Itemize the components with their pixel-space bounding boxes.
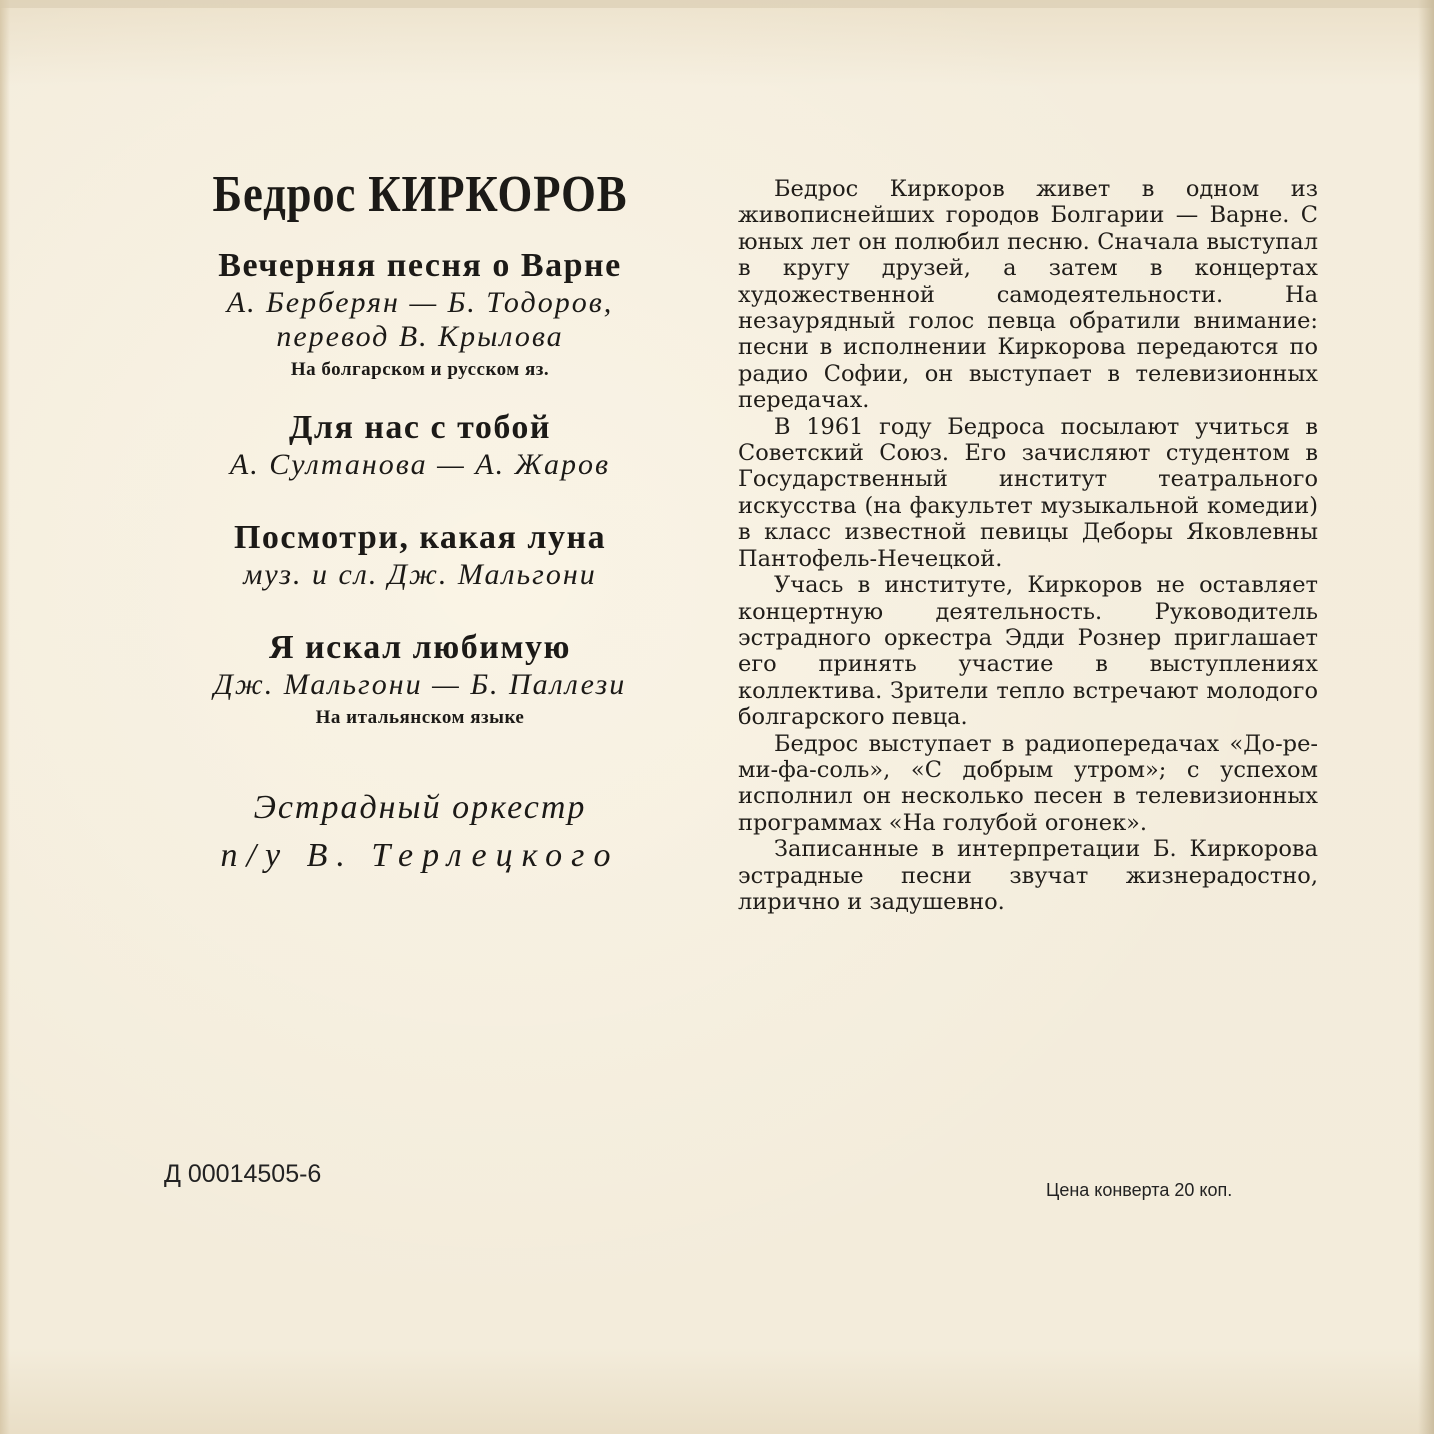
paper-edge-left <box>0 0 10 1434</box>
song-authors-line: А. Султанова — А. Жаров <box>229 448 611 481</box>
paper-edge-right <box>1418 0 1434 1434</box>
tracklist-column <box>150 160 690 880</box>
song-language-note: На итальянском языке <box>315 707 525 728</box>
song-authors-line: А. Берберян — Б. Тодоров, <box>226 286 614 319</box>
song-title: Для нас с тобой <box>288 409 552 446</box>
song-4 <box>150 628 690 734</box>
song-3 <box>150 518 690 592</box>
bio-paragraph: Бедрос Киркоров живет в одном из живописнейших городов Болгарии — Варне. С юных лет он полюбил песню. Сначала выступал в кругу друзей, а затем в концертах художественной самодеятельности. На незаурядный голос певца обратили внимание: песни в исполнении Киркорова передаются по радио Софии, он выступает в телевизионных передачах. <box>738 176 1318 414</box>
bio-paragraph: Бедрос выступает в радиопередачах «До-ре-ми-фа-соль», «С добрым утром»; с успехом исполнил он несколько песен в телевизионных программах «На голубой огонек». <box>738 730 1318 836</box>
artist-name: Бедрос КИРКОРОВ <box>212 166 628 223</box>
song-authors-line: муз. и сл. Дж. Мальгони <box>243 558 597 591</box>
bio-paragraph: В 1961 году Бедроса посылают учиться в Советский Союз. Его зачисляют студентом в Государственный институт театрального искусства (на факультет музыкальной комедии) в класс известной певицы Деборы Яковлевны Пантофель-Нечецкой. <box>738 413 1318 572</box>
bio-paragraph: Записанные в интерпретации Б. Киркорова эстрадные песни звучат жизнерадостно, лирично и задушевно. <box>738 836 1318 915</box>
song-1 <box>150 246 690 386</box>
song-title: Я искал любимую <box>269 629 571 666</box>
sleeve-price: Цена конверта 20 коп. <box>1046 1180 1233 1200</box>
orchestra-line-2: п/у В. Терлецкого <box>220 837 620 874</box>
paper-edge-top <box>0 0 1434 8</box>
song-2 <box>150 408 690 482</box>
catalog-number: Д 00014505-6 <box>164 1160 322 1188</box>
orchestra-line-1: Эстрадный оркестр <box>253 789 587 826</box>
song-title: Посмотри, какая луна <box>233 519 607 556</box>
biography-column <box>738 176 1318 915</box>
song-title: Вечерняя песня о Варне <box>218 247 622 284</box>
orchestra-credit <box>150 784 690 880</box>
song-authors-line: перевод В. Крылова <box>276 320 564 353</box>
song-language-note: На болгарском и русском яз. <box>290 359 550 380</box>
song-authors-line: Дж. Мальгони — Б. Паллези <box>213 668 627 701</box>
bio-paragraph: Учась в институте, Киркоров не оставляет концертную деятельность. Руководитель эстрадного оркестра Эдди Рознер приглашает его принять участие в выступлениях коллектива. Зрители тепло встречают молодого болгарского певца. <box>738 572 1318 731</box>
